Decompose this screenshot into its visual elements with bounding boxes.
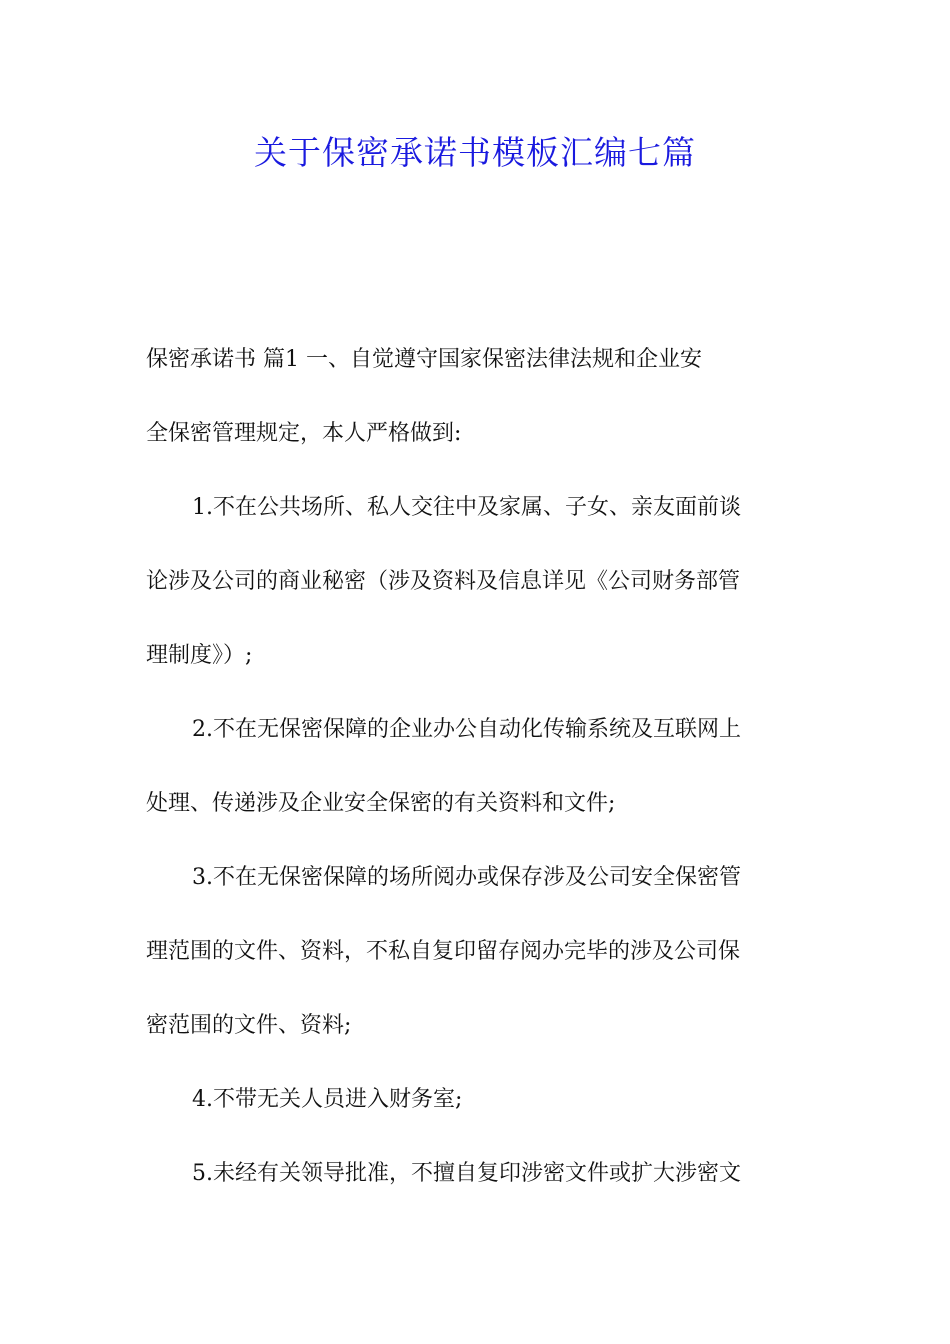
paragraph-line: 3.不在无保密保障的场所阅办或保存涉及公司安全保密管: [192, 865, 741, 890]
paragraph-line: 论涉及公司的商业秘密（涉及资料及信息详见《公司财务部管: [146, 569, 741, 594]
paragraph-line: 全保密管理规定，本人严格做到:: [146, 421, 462, 446]
paragraph-line: 保密承诺书 篇1 一、自觉遵守国家保密法律法规和企业安: [146, 347, 702, 372]
paragraph-line: 密范围的文件、资料;: [146, 1013, 352, 1038]
paragraph-line: 2.不在无保密保障的企业办公自动化传输系统及互联网上: [192, 717, 741, 742]
paragraph-line: 理范围的文件、资料，不私自复印留存阅办完毕的涉及公司保: [146, 939, 741, 964]
document-title: 关于保密承诺书模板汇编七篇: [254, 133, 696, 172]
document-body: [146, 335, 808, 1223]
paragraph-line: 理制度》）;: [146, 643, 253, 668]
paragraph-line: 处理、传递涉及企业安全保密的有关资料和文件;: [146, 791, 616, 816]
paragraph-line: 1.不在公共场所、私人交往中及家属、子女、亲友面前谈: [192, 495, 741, 520]
paragraph-line: 4.不带无关人员进入财务室;: [192, 1087, 463, 1112]
paragraph-line: 5.未经有关领导批准，不擅自复印涉密文件或扩大涉密文: [192, 1161, 741, 1186]
